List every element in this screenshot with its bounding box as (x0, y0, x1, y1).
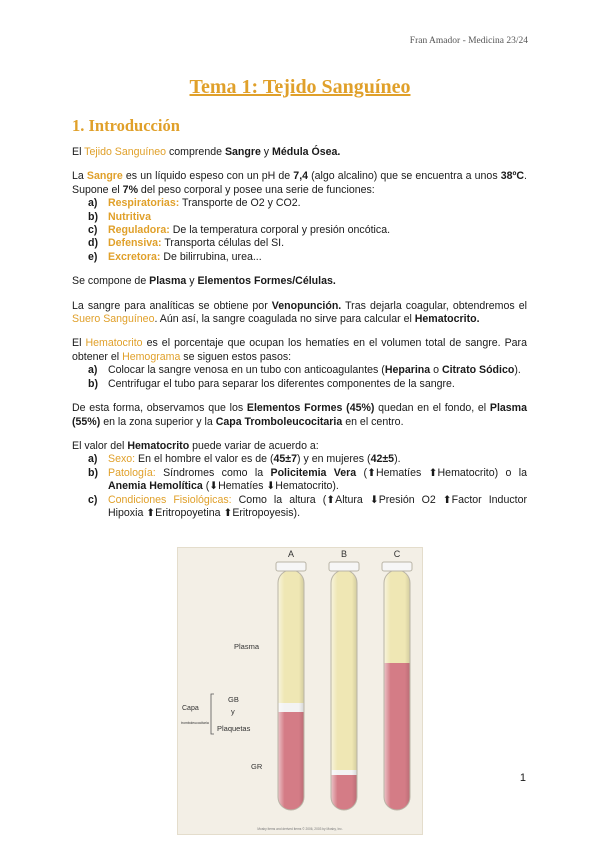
hematocrito-paragraph: El Hematocrito es el porcentaje que ocupan los hematíes en el volumen total de sangre. Para obtener el Hemograma se siguen estos pasos: (72, 337, 527, 363)
sangre-paragraph: La Sangre es un líquido espeso con un pH de 7,4 (algo alcalino) que se encuentra a unos 38ºC. Supone el 7% del peso corporal y posee una serie de funciones: (72, 170, 527, 196)
tube-a (276, 562, 306, 810)
funciones-list (72, 197, 527, 264)
figure-credit: Mosby items and derived items © 2006, 2003 by Mosby, Inc. (257, 827, 343, 831)
gb-label: GB (228, 695, 239, 704)
plasma-label: Plasma (234, 642, 260, 651)
compone-paragraph: Se compone de Plasma y Elementos Formes/Células. (72, 275, 336, 288)
gr-label: GR (251, 762, 263, 771)
list-item: c) Reguladora: De la temperatura corporal y presión oncótica. (88, 224, 391, 237)
header-note: Fran Amador - Medicina 23/24 (409, 36, 528, 46)
list-item: b) Patología: Síndromes como la Policitemia Vera (⬆Hematíes ⬆Hematocrito) o la Anemia Hemolítica (⬇Hematíes ⬇Hematocrito). (88, 466, 528, 493)
list-item: a) Respiratorias: Transporte de O2 y CO2. (88, 197, 301, 210)
bracket-line (211, 694, 214, 734)
intro-paragraph: El Tejido Sanguíneo comprende Sangre y Médula Ósea. (72, 146, 341, 158)
page-title: Tema 1: Tejido Sanguíneo (189, 76, 411, 98)
list-item: d) Defensiva: Transporta células del SI. (88, 237, 285, 250)
list-item: b) Nutritiva (88, 210, 151, 223)
tromboleucocitaria-label: tromboleucocitaria (181, 721, 209, 725)
tube-a-label: A (287, 549, 295, 559)
list-item: c) Condiciones Fisiológicas: Como la altura (⬆Altura ⬇Presión O2 ⬆Factor Inductor Hipoxia ⬆Eritropoyetina ⬆Eritropoyesis). (88, 493, 527, 519)
page-number: 1 (519, 772, 526, 784)
tube-c (382, 562, 412, 810)
pasos-list (72, 364, 527, 391)
tube-b-label: B (340, 549, 348, 559)
list-item: b) Centrifugar el tubo para separar los diferentes componentes de la sangre. (88, 377, 455, 390)
plaquetas-label: Plaquetas (217, 724, 251, 733)
document-body (72, 146, 527, 531)
tube-b (329, 562, 359, 810)
section-heading: 1. Introducción (72, 116, 180, 135)
venopuncion-paragraph: La sangre para analíticas se obtiene por Venopunción. Tras dejarla coagular, obtendremos el Suero Sanguíneo. Aún así, la sangre coagulada no sirve para calcular el Hematocrito. (72, 299, 527, 326)
forma-paragraph: De esta forma, observamos que los Elementos Formes (45%) quedan en el fondo, el Plasma (55%) en la zona superior y la Capa Tromboleucocitaria en el centro. (72, 402, 527, 428)
capa-label: Capa (182, 705, 199, 712)
list-item: a) Sexo: En el hombre el valor es de (45±7) y en mujeres (42±5). (88, 453, 401, 466)
valor-paragraph: El valor del Hematocrito puede variar de acuerdo a: (72, 439, 319, 452)
hematocrit-figure (177, 547, 423, 835)
tube-c-label: C (393, 549, 401, 559)
centrifuged-tubes-diagram (178, 548, 422, 834)
variaciones-list (72, 453, 527, 520)
list-item: a) Colocar la sangre venosa en un tubo con anticoagulantes (Heparina o Citrato Sódico). (88, 364, 521, 377)
y-label: y (231, 707, 235, 716)
list-item: e) Excretora: De bilirrubina, urea... (88, 250, 262, 263)
